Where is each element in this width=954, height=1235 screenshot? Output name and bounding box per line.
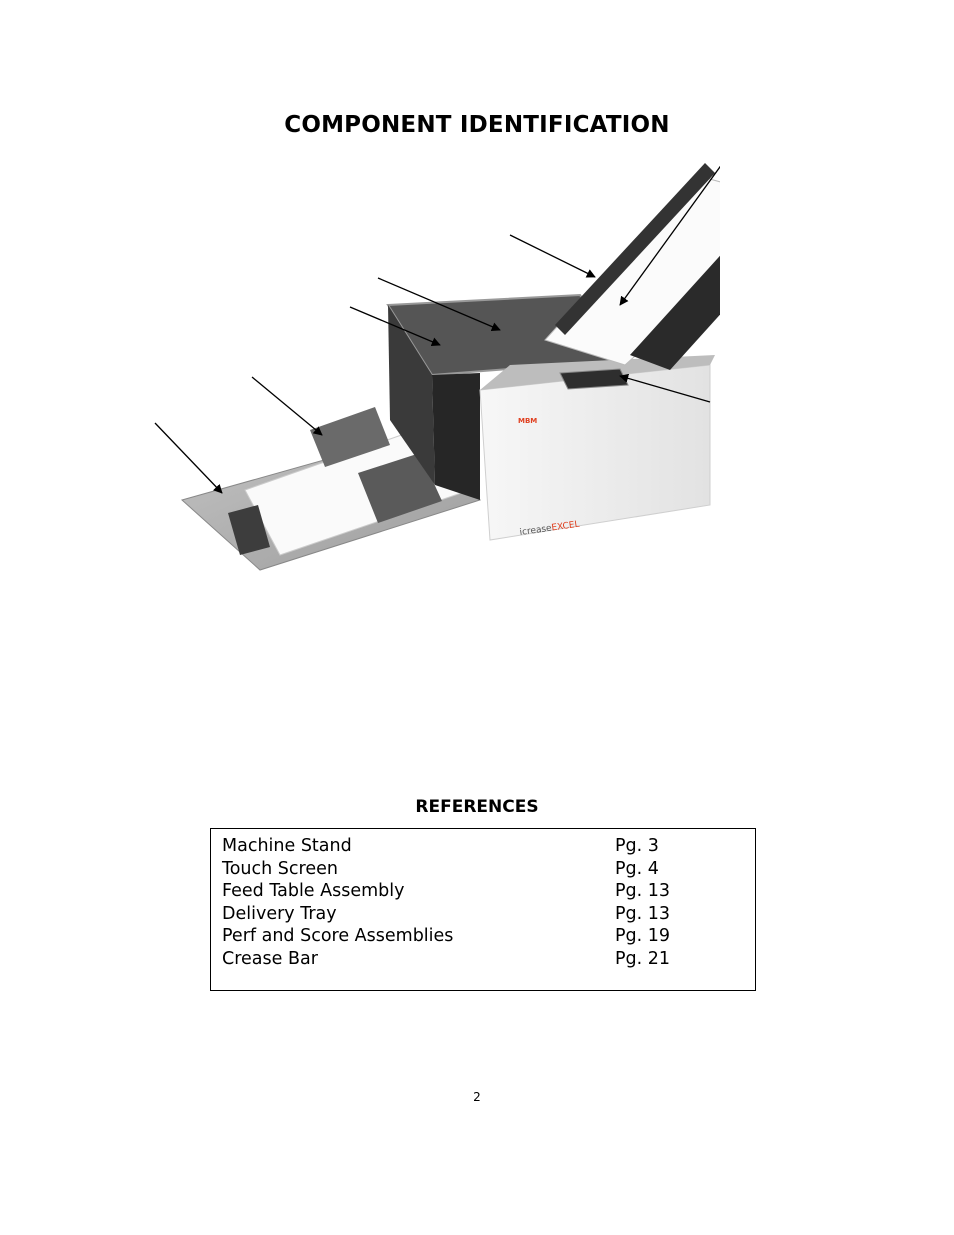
reference-row xyxy=(222,880,755,902)
reference-name: Machine Stand xyxy=(222,836,352,856)
arrow-delivery-tray xyxy=(155,423,222,493)
references-table xyxy=(210,828,756,991)
reference-page: Pg. 3 xyxy=(615,836,659,856)
machine-illustration xyxy=(150,155,720,625)
reference-row xyxy=(222,835,755,857)
model-label: icreaseEXCEL xyxy=(519,519,581,538)
arrow-stacker-fence xyxy=(252,377,322,435)
arrow-side-guide xyxy=(510,235,595,277)
reference-row xyxy=(222,925,755,947)
brand-label: MBM xyxy=(518,417,538,425)
reference-page: Pg. 13 xyxy=(615,904,671,924)
reference-row xyxy=(222,903,755,925)
reference-page: Pg. 4 xyxy=(615,859,659,879)
machine-cabinet xyxy=(480,365,710,540)
page-title: COMPONENT IDENTIFICATION xyxy=(284,112,670,138)
reference-row xyxy=(222,948,755,970)
reference-name: Touch Screen xyxy=(222,859,338,879)
references-heading: REFERENCES xyxy=(415,797,539,817)
touch-screen xyxy=(560,369,628,389)
reference-name: Crease Bar xyxy=(222,949,318,969)
reference-name: Perf and Score Assemblies xyxy=(222,926,454,946)
reference-row xyxy=(222,858,755,880)
reference-name: Delivery Tray xyxy=(222,904,337,924)
reference-page: Pg. 19 xyxy=(615,926,671,946)
machine-figure xyxy=(150,155,720,625)
reference-name: Feed Table Assembly xyxy=(222,881,405,901)
page-number: 2 xyxy=(473,1090,481,1104)
reference-page: Pg. 13 xyxy=(615,881,671,901)
reference-page: Pg. 21 xyxy=(615,949,671,969)
